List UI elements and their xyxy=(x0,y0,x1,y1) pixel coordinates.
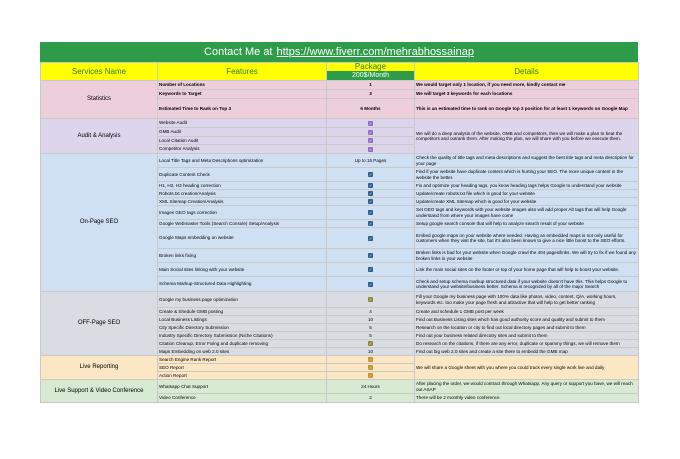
support-row xyxy=(41,380,639,394)
checkbox-icon[interactable]: ✓ xyxy=(368,373,373,379)
package-cell xyxy=(327,228,415,249)
checkbox-icon[interactable]: ✓ xyxy=(368,120,373,126)
audit-service-name: Audit & Analysis xyxy=(41,119,158,154)
details-cell: We will target 3 keywords for each locations xyxy=(415,90,639,99)
checkbox-icon[interactable]: ✓ xyxy=(368,341,373,347)
feature-cell: Competitor Analysis xyxy=(158,145,327,154)
feature-cell: Google my business page optimization xyxy=(158,292,327,308)
feature-cell: Create & Shedule GMB posting xyxy=(158,308,327,316)
package-cell xyxy=(327,277,415,292)
checkbox-icon[interactable]: ✓ xyxy=(368,138,373,144)
package-cell: 24 Hours xyxy=(327,380,415,394)
package-cell xyxy=(327,145,415,154)
checkbox-icon[interactable]: ✓ xyxy=(368,253,373,259)
feature-cell: Estimated Time to Rank on Top 3 xyxy=(158,99,327,119)
checkbox-icon[interactable]: ✓ xyxy=(368,183,373,189)
contact-banner xyxy=(40,42,638,62)
package-cell: 2 xyxy=(327,394,415,403)
details-cell: Check the quality of title tags and meta descriptions and suggest the best title tags and meta description for your page xyxy=(415,154,639,168)
feature-cell: Google Webmaster Tools (Search Console) Setup/Analysis xyxy=(158,220,327,228)
services-table xyxy=(40,62,639,403)
checkbox-icon[interactable]: ✓ xyxy=(368,210,373,216)
details-cell: We will do a deep analysis of the website, GMB and competitors, then we will make a plan to beat the competitors and outrank them. After making the plan, we will share with you before we execute them. xyxy=(415,119,639,154)
details-cell: Check and setup schema markup structured data if your website doesn't have this. This helps Google to understand your website/business better. Schema is recognized by all of the major Search xyxy=(415,277,639,292)
package-cell xyxy=(327,249,415,263)
details-cell: Link the main social sites on the footer or top of your home page that will help to boost your website. xyxy=(415,263,639,277)
package-cell xyxy=(327,198,415,206)
offpage-row xyxy=(41,292,639,308)
feature-cell: Number of Locations xyxy=(158,81,327,90)
feature-cell: Keywords to Target xyxy=(158,90,327,99)
checkbox-icon[interactable]: ✓ xyxy=(368,365,373,371)
package-cell xyxy=(327,168,415,182)
header-services: Services Name xyxy=(41,63,158,81)
package-cell xyxy=(327,340,415,348)
checkbox-icon[interactable]: ✓ xyxy=(368,146,373,152)
reporting-row xyxy=(41,356,639,364)
package-cell xyxy=(327,372,415,380)
offpage-service-name: OFF-Page SEO xyxy=(41,292,158,356)
package-cell xyxy=(327,364,415,372)
feature-cell: Website Audit xyxy=(158,119,327,128)
feature-cell: GMB Audit xyxy=(158,128,327,137)
feature-cell: Duplicate Content Check xyxy=(158,168,327,182)
pricing-sheet xyxy=(40,42,638,403)
details-cell: Find out Business Lising sites which has good authority score and quality and submit to them xyxy=(415,316,639,324)
details-cell: Broken links is bad for your website when Google crawl the 404 pages/links. We will try to fix if we found any broken links in your website xyxy=(415,249,639,263)
details-cell: Set GEO tags and keywords with your website images also will add proper Alt tags that will help Google understand from where your images have come xyxy=(415,206,639,220)
feature-cell: Images GEO tags correction xyxy=(158,206,327,220)
checkbox-icon[interactable]: ✓ xyxy=(368,281,373,287)
feature-cell: Robots.txt creation/Analysis xyxy=(158,190,327,198)
checkbox-icon[interactable]: ✓ xyxy=(368,191,373,197)
details-cell: Create and schedule 1 GMB post per week xyxy=(415,308,639,316)
details-cell: Update/create XML Sitemap which is good for your website xyxy=(415,198,639,206)
package-cell: 5 xyxy=(327,332,415,340)
checkbox-icon[interactable]: ✓ xyxy=(368,129,373,135)
details-cell: Update/create robots.txt file which is good for your website xyxy=(415,190,639,198)
feature-cell: City Specific Directory Submission xyxy=(158,324,327,332)
checkbox-icon[interactable]: ✓ xyxy=(368,297,373,303)
package-cell xyxy=(327,292,415,308)
details-cell: Setup google search console that will help to analyze search result of your website xyxy=(415,220,639,228)
package-cell: 3 xyxy=(327,90,415,99)
feature-cell: Google Maps embedding on website xyxy=(158,228,327,249)
checkbox-icon[interactable]: ✓ xyxy=(368,235,373,241)
details-cell: Find if your website have duplicate content which is hurting your SEO. The more unique content in the website the better. xyxy=(415,168,639,182)
onpage-row xyxy=(41,154,639,168)
statistics-row xyxy=(41,81,639,90)
checkbox-icon[interactable]: ✓ xyxy=(368,221,373,227)
checkbox-icon[interactable]: ✓ xyxy=(368,357,373,363)
package-cell: 10 xyxy=(327,348,415,356)
header-package xyxy=(327,63,415,81)
package-cell xyxy=(327,220,415,228)
feature-cell: Industry Specific Directory Submission (Niche Citations) xyxy=(158,332,327,340)
feature-cell: H1, H2, H3 heading correction xyxy=(158,182,327,190)
onpage-service-name: On-Page SEO xyxy=(41,154,158,292)
reporting-service-name: Live Reporting xyxy=(41,356,158,380)
package-cell xyxy=(327,206,415,220)
feature-cell: SEO Report xyxy=(158,364,327,372)
package-cell xyxy=(327,263,415,277)
feature-cell: Schema Markup-Structured Data Highlighting xyxy=(158,277,327,292)
package-cell: 4 xyxy=(327,308,415,316)
package-cell: 5 xyxy=(327,324,415,332)
header-package-label: Package xyxy=(354,62,387,71)
support-service-name: Live Support & Video Conference xyxy=(41,380,158,403)
package-cell: 1 xyxy=(327,81,415,90)
feature-cell: Local Business Listings xyxy=(158,316,327,324)
package-cell xyxy=(327,190,415,198)
header-features: Features xyxy=(158,63,327,81)
package-cell xyxy=(327,182,415,190)
details-cell: This is an estimated time to rank on Google top 3 position for at least 1 keywords on Google Map xyxy=(415,99,639,119)
package-cell: 10 xyxy=(327,316,415,324)
package-cell: Up to 15 Pages xyxy=(327,154,415,168)
details-cell: Fill your Google my business page with 100% data like photos, video, content, Q/A, working hours, keywords etc. too make your page fresh and attractive that will help to get better ranking xyxy=(415,292,639,308)
feature-cell: Whatsapp Chat Support xyxy=(158,380,327,394)
header-price: 200$/Month xyxy=(327,71,414,80)
feature-cell: Action Report xyxy=(158,372,327,380)
feature-cell: Search Engine Rank Report xyxy=(158,356,327,364)
package-cell: 6 Months xyxy=(327,99,415,119)
statistics-service-name: Statistics xyxy=(41,81,158,119)
feature-cell: Video Conference xyxy=(158,394,327,403)
details-cell: There will be 2 monthly video conference xyxy=(415,394,639,403)
package-cell xyxy=(327,356,415,364)
details-cell: Research on the location or city to find out local directory pages and submit to them xyxy=(415,324,639,332)
details-cell: Do research on the citations, if there are any error, duplicate or spammy things, we will remove them xyxy=(415,340,639,348)
checkbox-icon[interactable]: ✓ xyxy=(368,267,373,273)
package-cell xyxy=(327,119,415,128)
fiverr-link[interactable]: https://www.fiverr.com/mehrabhossainap xyxy=(276,46,474,58)
feature-cell: Main Social sites linking with your website xyxy=(158,263,327,277)
header-row xyxy=(41,63,639,81)
details-cell: After placing the order, we would contract through Whatsapp. Any query or support you have, we will reach out ASAP xyxy=(415,380,639,394)
feature-cell: Local Citation Audit xyxy=(158,137,327,145)
checkbox-icon[interactable]: ✓ xyxy=(368,199,373,205)
details-cell: Find out your business related direcotry sites and submit to them xyxy=(415,332,639,340)
feature-cell: Maps Embedding on web 2.0 sites xyxy=(158,348,327,356)
details-cell: Fix and optimize your heading tags, you know heading tags helps Google to understand your website xyxy=(415,182,639,190)
details-cell: Find out big web 2.0 sites and create a site there to embedd the GMB map xyxy=(415,348,639,356)
details-cell: We will share a Google sheet with you where you could track every single work live and daily xyxy=(415,356,639,380)
details-cell: Embed google maps on your website where needed. Having an embedded maps is not only useful for customers when they visit the site, but it's also been known to give a nice little boost to the SEO efforts. xyxy=(415,228,639,249)
header-details: Details xyxy=(415,63,639,81)
details-cell: We would target only 1 location, if you need more, kindly contact me xyxy=(415,81,639,90)
feature-cell: XML Sitemap Creation/Analysis xyxy=(158,198,327,206)
banner-prefix: Contact Me at xyxy=(204,46,273,58)
audit-row xyxy=(41,119,639,128)
package-cell xyxy=(327,137,415,145)
package-cell xyxy=(327,128,415,137)
feature-cell: Local Title Tags and Meta Descriptions optimization xyxy=(158,154,327,168)
feature-cell: Citation Cleanup, Error Fixing and duplicate removing xyxy=(158,340,327,348)
feature-cell: Broken links fixing xyxy=(158,249,327,263)
checkbox-icon[interactable]: ✓ xyxy=(368,172,373,178)
